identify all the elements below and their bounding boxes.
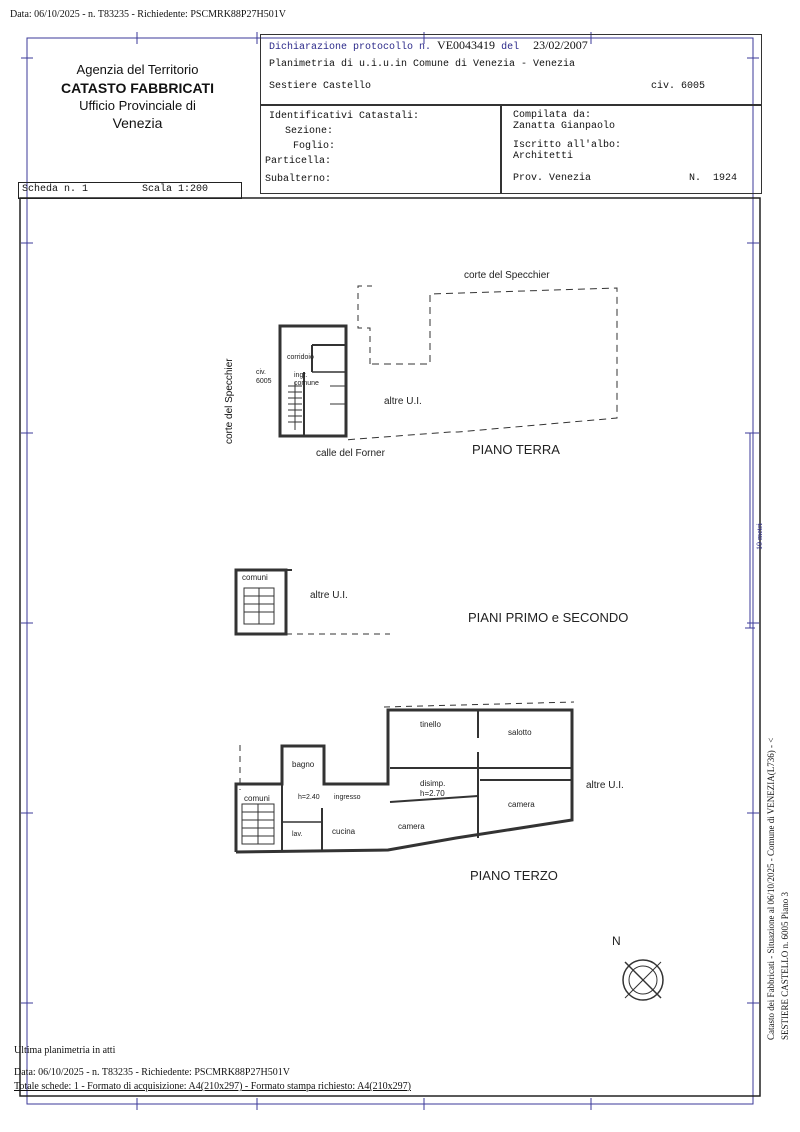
piani-primo-secondo-title: PIANI PRIMO e SECONDO <box>468 610 629 625</box>
camera-label-2: camera <box>508 800 535 809</box>
north-arrow-icon <box>613 952 673 1008</box>
sezione-label: Sezione: <box>285 126 334 137</box>
subalterno-label: Subalterno: <box>265 174 332 185</box>
protocol-date: 23/02/2007 <box>533 38 588 52</box>
del-label: del <box>501 42 520 53</box>
request-info-bottom: Data: 06/10/2025 - n. T83235 - Richiedente: PSCMRK88P27H501V <box>14 1067 290 1078</box>
dimension-label: 10 metri <box>755 523 764 550</box>
side-situazione: Catasto dei Fabbricati - Situazione al 06/10/2025 - Comune di VENEZIA(L736) - < <box>766 737 776 1040</box>
h240-label: h=2.40 <box>298 794 320 801</box>
sestiere-line: Sestiere Castello <box>269 81 372 92</box>
ultima-planimetria: Ultima planimetria in atti <box>14 1045 116 1056</box>
scheda-label: Scheda n. 1 <box>22 184 89 195</box>
protocol-number: VE0043419 <box>437 38 496 52</box>
corte-specchier-side: corte del Specchier <box>224 358 235 444</box>
altre-ui-third: altre U.I. <box>586 780 624 791</box>
ufficio-city: Venezia <box>112 115 163 131</box>
request-info-top: Data: 06/10/2025 - n. T83235 - Richiedente: PSCMRK88P27H501V <box>10 9 286 20</box>
ingr-comune-label: ingr. comune <box>294 372 319 387</box>
comuni-label-2: comuni <box>244 794 270 803</box>
side-sestiere: SESTIERE CASTELLO n. 6005 Piano 3 <box>780 892 790 1040</box>
particella-label: Particella: <box>265 156 332 167</box>
civ-number: civ. 6005 <box>651 81 706 92</box>
tinello-label: tinello <box>420 720 441 729</box>
calle-forner-label: calle del Forner <box>316 448 385 459</box>
albo-number: N. 1924 <box>689 173 738 184</box>
altre-ui-ground: altre U.I. <box>384 396 422 407</box>
prov-value: Prov. Venezia <box>513 173 592 184</box>
catasto-title: CATASTO FABBRICATI <box>61 80 214 96</box>
foglio-label: Foglio: <box>293 141 336 152</box>
lav-label: lav. <box>292 831 303 838</box>
iscritto-label: Iscritto all'albo: <box>513 140 622 151</box>
planimetria-line: Planimetria di u.i.u.in Comune di Venezia - Venezia <box>269 59 576 70</box>
albo-value: Architetti <box>513 151 574 162</box>
cucina-label: cucina <box>332 827 356 836</box>
compilata-name: Zanatta Gianpaolo <box>513 121 616 132</box>
protocol-label: Dichiarazione protocollo n. <box>269 42 432 53</box>
scala-label: Scala 1:200 <box>142 184 209 195</box>
corte-specchier-top: corte del Specchier <box>464 270 550 281</box>
north-label: N <box>612 934 621 948</box>
piano-terzo-title: PIANO TERZO <box>470 868 558 883</box>
piano-terra-title: PIANO TERRA <box>472 442 560 457</box>
camera-label-1: camera <box>398 822 425 831</box>
altre-ui-first: altre U.I. <box>310 590 348 601</box>
compilata-label: Compilata da: <box>513 110 592 121</box>
agency-name: Agenzia del Territorio <box>76 62 199 77</box>
ingresso-label: ingresso <box>334 794 361 801</box>
comuni-label-1: comuni <box>242 573 268 582</box>
civ-label: civ. 6005 <box>256 369 272 385</box>
identificativi-title: Identificativi Catastali: <box>269 111 420 122</box>
ufficio-label: Ufficio Provinciale di <box>79 98 196 113</box>
bagno-label: bagno <box>292 760 315 769</box>
salotto-label: salotto <box>508 728 532 737</box>
corridoio-label: corridoio <box>287 354 314 361</box>
disimpegno-label: disimp. h=2.70 <box>420 779 446 798</box>
totale-schede: Totale schede: 1 - Formato di acquisizione: A4(210x297) - Formato stampa richiesto: A4(210x297) <box>14 1081 411 1092</box>
